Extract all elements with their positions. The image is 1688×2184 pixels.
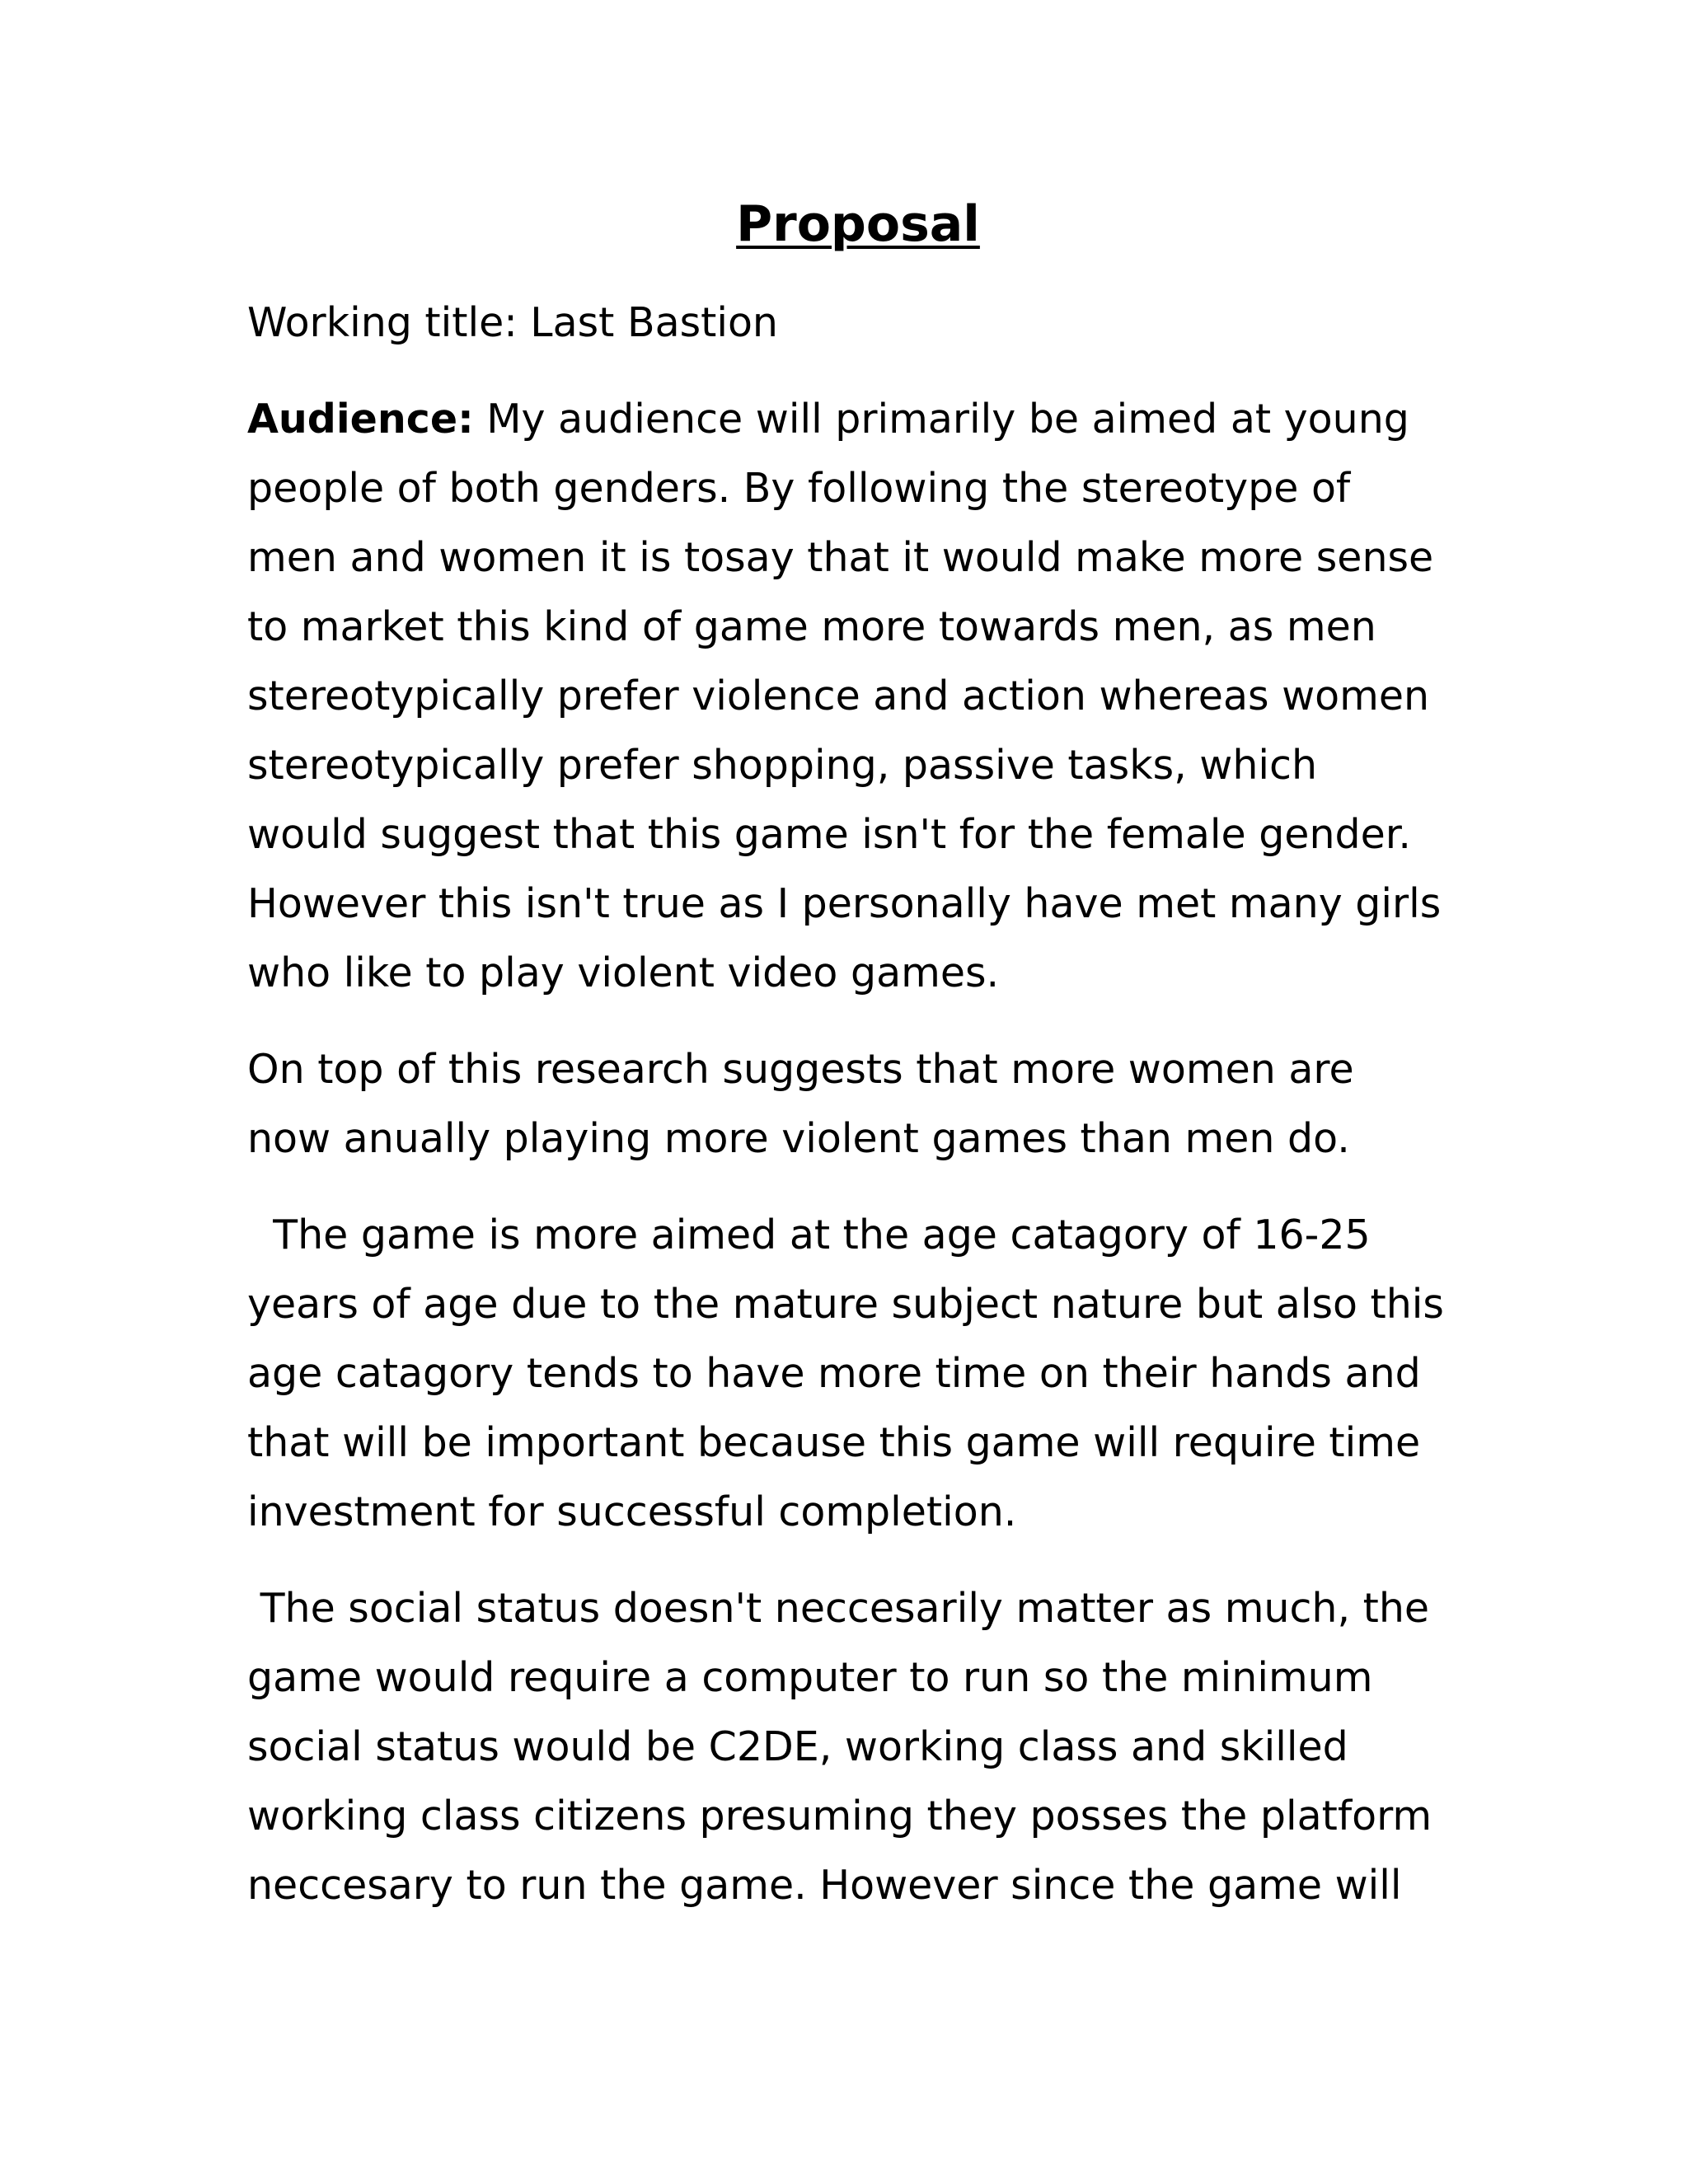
paragraph-line: people of both genders. By following the stereotype of xyxy=(247,465,1351,512)
paragraph-line: men and women it is tosay that it would make more sense xyxy=(247,534,1434,581)
page-title: Proposal xyxy=(736,195,980,253)
paragraph-line xyxy=(247,385,1451,454)
paragraph-line: The game is more aimed at the age catagory of 16-25 xyxy=(247,1212,1371,1258)
paragraph-line: neccesary to run the game. However since the game will xyxy=(247,1862,1402,1909)
age-paragraph xyxy=(247,1201,1451,1547)
research-paragraph xyxy=(247,1035,1451,1174)
paragraph-line: age catagory tends to have more time on their hands and xyxy=(247,1350,1421,1397)
paragraph-line: who like to play violent video games. xyxy=(247,949,1000,996)
document-body xyxy=(247,194,1451,1947)
paragraph-line: that will be important because this game will require time xyxy=(247,1419,1421,1466)
working-title-line: Working title: Last Bastion xyxy=(247,299,778,346)
paragraph-line: game would require a computer to run so the minimum xyxy=(247,1654,1373,1701)
paragraph-line: to market this kind of game more towards men, as men xyxy=(247,603,1376,650)
paragraph-line: stereotypically prefer shopping, passive tasks, which xyxy=(247,742,1317,789)
audience-paragraph xyxy=(247,385,1451,1008)
paragraph-line: The social status doesn't neccesarily matter as much, the xyxy=(247,1585,1430,1632)
paragraph-line: On top of this research suggests that more women are xyxy=(247,1046,1354,1093)
paragraph-line: would suggest that this game isn't for the female gender. xyxy=(247,811,1411,858)
paragraph-line-text: My audience will primarily be aimed at young xyxy=(473,396,1409,443)
working-title xyxy=(247,288,1451,358)
paragraph-line: years of age due to the mature subject nature but also this xyxy=(247,1281,1444,1328)
social-status-paragraph xyxy=(247,1574,1451,1920)
paragraph-line: However this isn't true as I personally have met many girls xyxy=(247,880,1442,927)
audience-label: Audience: xyxy=(247,396,474,443)
paragraph-line: stereotypically prefer violence and action whereas women xyxy=(247,673,1430,719)
paragraph-line: working class citizens presuming they posses the platform xyxy=(247,1793,1432,1840)
paragraph-line: social status would be C2DE, working class and skilled xyxy=(247,1723,1348,1770)
paragraph-line: now anually playing more violent games than men do. xyxy=(247,1115,1350,1162)
paragraph-line: investment for successful completion. xyxy=(247,1488,1017,1535)
